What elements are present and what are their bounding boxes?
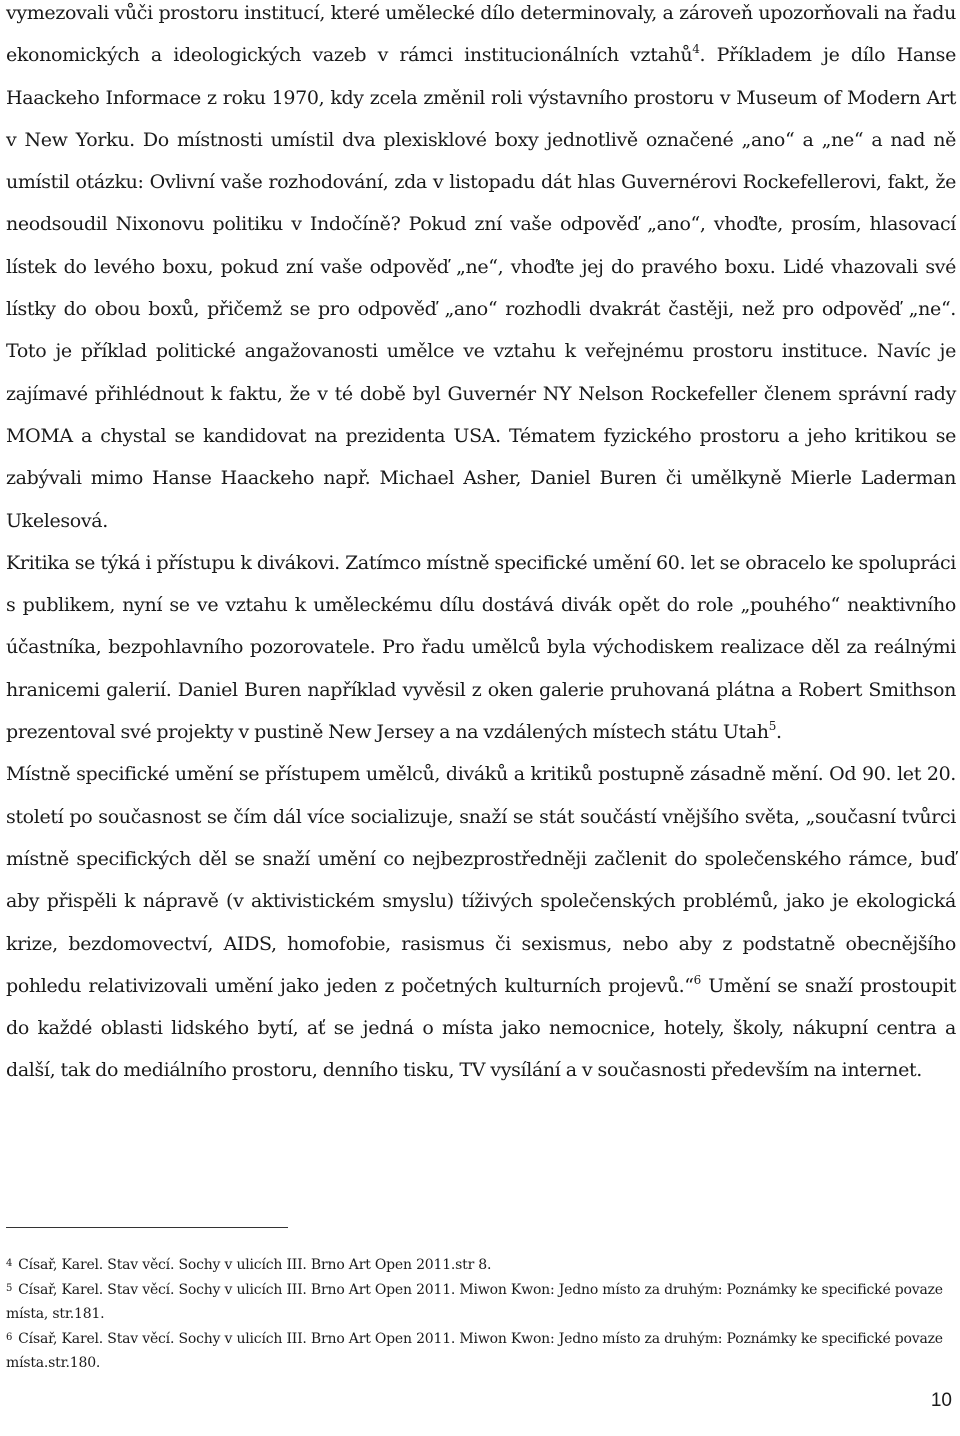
footnote-reference: 6 (693, 972, 701, 987)
footnote-number: 6 (6, 1332, 13, 1343)
footnote (6, 1326, 956, 1375)
footnote-text: Císař, Karel. Stav věcí. Sochy v ulicích III. Brno Art Open 2011. Miwon Kwon: Jedno místo za druhým: Poznámky ke specifické povaze místa.str.180. (6, 1331, 943, 1371)
footnote-separator (6, 1227, 288, 1228)
paragraph (6, 0, 956, 542)
footnote-number: 5 (6, 1283, 13, 1294)
paragraph (6, 542, 956, 753)
footnotes (6, 1252, 956, 1375)
footnote (6, 1252, 956, 1277)
footnote (6, 1277, 956, 1326)
paragraph (6, 753, 956, 1091)
body-text (6, 0, 956, 1092)
footnote-text: Císař, Karel. Stav věcí. Sochy v ulicích III. Brno Art Open 2011.str 8. (18, 1257, 492, 1273)
page-number: 10 (930, 1390, 952, 1411)
text-run: Umění se snaží prostoupit do každé oblasti lidského bytí, ať se jedná o místa jako nemocnice, hotely, školy, nákupní centra a další, tak do mediálního prostoru, denního tisku, TV vysílání a v současnosti především na internet. (6, 974, 956, 1082)
text-run: Místně specifické umění se přístupem umělců, diváků a kritiků postupně zásadně mění. Od 90. let 20. století po současnost se čím dál více socializuje, snaží se stát součástí vnějšího světa, „současní tvůrci místně specifických děl se snaží umění co nejbezprostředněji začlenit do společenského rámce, buď aby přispěli k nápravě (v aktivistickém smyslu) tíživých společenských problémů, jako je ekologická krize, bezdomovectví, AIDS, homofobie, rasismus či sexismus, nebo aby z podstatně obecnějšího pohledu relativizovali umění jako jeden z početných kulturních projevů.“ (6, 763, 956, 997)
footnote-number: 4 (6, 1258, 13, 1269)
text-run: Kritika se týká i přístupu k divákovi. Zatímco místně specifické umění 60. let se obracelo ke spolupráci s publikem, nyní se ve vztahu k uměleckému dílu dostává divák opět do role „pouhého“ neaktivního účastníka, bezpohlavního pozorovatele. Pro řadu umělců byla východiskem realizace děl za reálnými hranicemi galerií. Daniel Buren například vyvěsil z oken galerie pruhovaná plátna a Robert Smithson prezentoval své projekty v pustině New Jersey a na vzdálených místech státu Utah (6, 551, 956, 744)
footnote-reference: 4 (692, 42, 700, 57)
footnote-reference: 5 (768, 719, 776, 734)
text-run: vymezovali vůči prostoru institucí, které umělecké dílo determinovaly, a zároveň upozorňovali na řadu ekonomických a ideologických vazeb v rámci institucionálních vztahů (6, 2, 956, 67)
text-run: . (775, 721, 782, 744)
text-run: . Příkladem je dílo Hanse Haackeho Informace z roku 1970, kdy zcela změnil roli výstavního prostoru v Museum of Modern Art v New Yorku. Do místnosti umístil dva plexisklové boxy jednotlivě označené „ano“ a „ne“ a nad ně umístil otázku: Ovlivní vaše rozhodování, zda v listopadu dát hlas Guvernérovi Rockefellerovi, fakt, že neodsoudil Nixonovu politiku v Indočíně? Pokud zní vaše odpověď „ano“, vhoďte, prosím, hlasovací lístek do levého boxu, pokud zní vaše odpověď „ne“, vhoďte jej do pravého boxu. Lidé vhazovali své lístky do obou boxů, přičemž se pro odpověď „ano“ rozhodli dvakrát častěji, než pro odpověď „ne“. Toto je příklad politické angažovanosti umělce ve vztahu k veřejnému prostoru instituce. Navíc je zajímavé přihlédnout k faktu, že v té době byl Guvernér NY Nelson Rockefeller členem správní rady MOMA a chystal se kandidovat na prezidenta USA. Tématem fyzického prostoru a jeho kritikou se zabývali mimo Hanse Haackeho např. Michael Asher, Daniel Buren či umělkyně Mierle Laderman Ukelesová. (6, 44, 956, 532)
footnote-text: Císař, Karel. Stav věcí. Sochy v ulicích III. Brno Art Open 2011. Miwon Kwon: Jedno místo za druhým: Poznámky ke specifické povaze místa, str.181. (6, 1282, 943, 1322)
